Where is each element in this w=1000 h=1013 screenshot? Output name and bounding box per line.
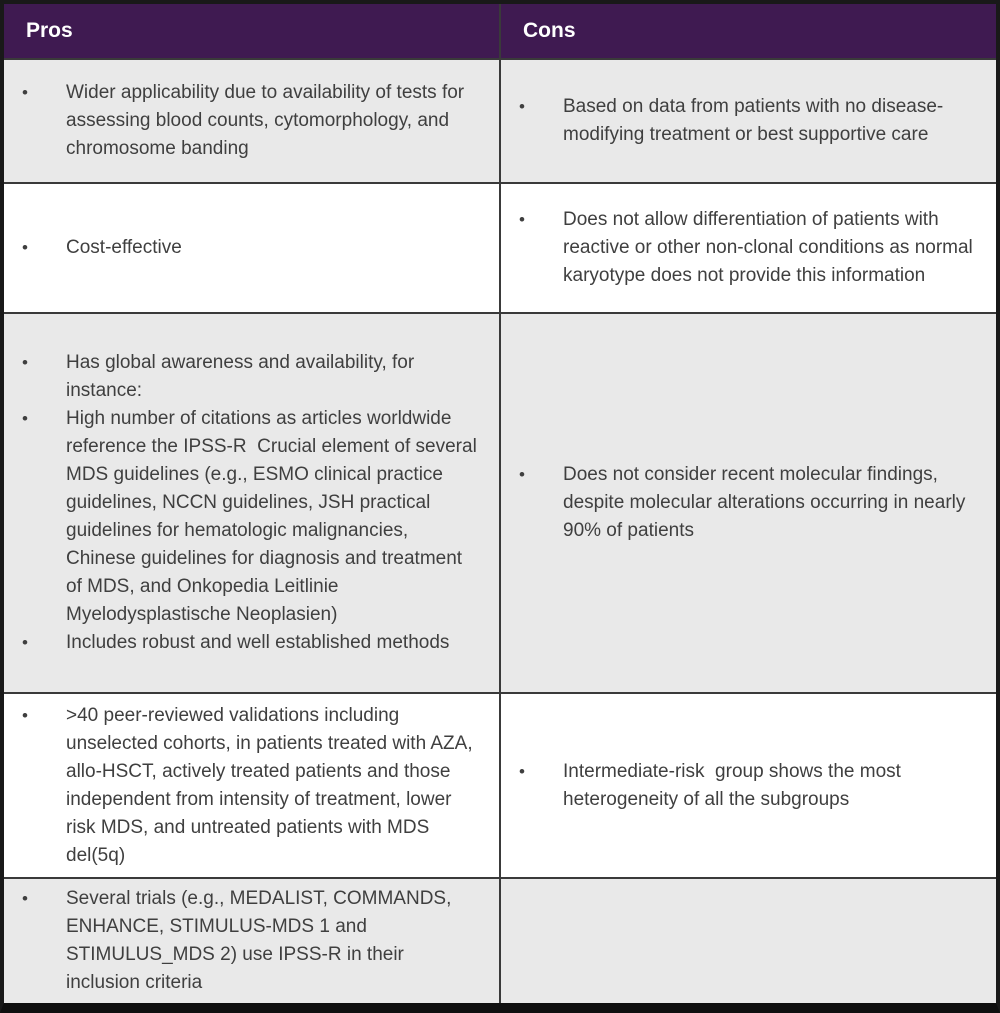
cons-cell-row-2 <box>501 184 996 312</box>
bullet-list <box>18 79 489 163</box>
bullet-glyph: • <box>519 761 525 781</box>
bullet-item <box>18 885 489 997</box>
pros-header-label: Pros <box>26 19 73 42</box>
bullet-text: Has global awareness and availability, for instance: <box>66 352 420 401</box>
bullet-list <box>515 93 986 149</box>
bullet-text: Wider applicability due to availability of tests for assessing blood counts, cytomorphology, and chromosome banding <box>66 82 470 159</box>
cons-cell-row-1 <box>501 60 996 182</box>
bullet-glyph: • <box>22 409 28 428</box>
bullet-text: Does not allow differentiation of patients with reactive or other non-clonal conditions as normal karyotype does not provide this information <box>563 209 979 286</box>
pros-cell-row-2 <box>4 184 499 312</box>
bullet-item <box>18 629 489 657</box>
bullet-text: Intermediate-risk group shows the most heterogeneity of all the subgroups <box>563 760 907 810</box>
pros-column-header <box>4 4 499 58</box>
bullet-list <box>515 461 986 545</box>
pros-cell-row-4 <box>4 694 499 877</box>
bullet-item <box>18 702 489 870</box>
bullet-item <box>18 79 489 163</box>
bullet-glyph: • <box>519 465 525 484</box>
bullet-item <box>18 405 489 629</box>
bullet-text: Includes robust and well established methods <box>66 632 450 653</box>
cons-cell-row-4 <box>501 694 996 877</box>
bullet-list <box>18 234 489 262</box>
cons-header-label: Cons <box>523 19 576 42</box>
cons-column-header <box>501 4 996 58</box>
bullet-item <box>515 461 986 545</box>
bullet-text: High number of citations as articles worldwide reference the IPSS-R Crucial element of several MDS guidelines (e.g., ESMO clinical practice guidelines, NCCN guidelines, JSH practical guidelines for hematologic malignancies, Chinese guidelines for diagnosis and treatment of MDS, and Onkopedia Leitlinie Myelodysplastische Neoplasien) <box>66 408 483 625</box>
bullet-glyph: • <box>519 97 525 116</box>
pros-cell-row-3 <box>4 314 499 692</box>
cons-cell-row-5-empty <box>501 879 996 1003</box>
bullet-list <box>515 206 986 290</box>
bullet-glyph: • <box>519 210 525 229</box>
bullet-text: Several trials (e.g., MEDALIST, COMMANDS, ENHANCE, STIMULUS-MDS 1 and STIMULUS_MDS 2) use IPSS-R in their inclusion criteria <box>66 888 457 993</box>
bullet-text: Does not consider recent molecular findings, despite molecular alterations occurring in nearly 90% of patients <box>563 464 971 541</box>
bullet-text: Based on data from patients with no disease-modifying treatment or best supportive care <box>563 96 944 145</box>
bullet-glyph: • <box>22 83 28 102</box>
bullet-glyph: • <box>22 633 28 652</box>
bullet-glyph: • <box>22 353 28 372</box>
bullet-item <box>515 758 986 814</box>
bullet-item <box>18 234 489 262</box>
bullet-list <box>18 885 489 997</box>
bullet-text: Cost-effective <box>66 237 182 258</box>
bullet-list <box>18 349 489 657</box>
pros-cell-row-1 <box>4 60 499 182</box>
bullet-item <box>515 93 986 149</box>
bullet-list <box>18 702 489 870</box>
bullet-glyph: • <box>22 889 28 908</box>
cons-cell-row-3 <box>501 314 996 692</box>
bullet-text: >40 peer-reviewed validations including unselected cohorts, in patients treated with AZA, allo-HSCT, actively treated patients and those independent from intensity of treatment, lower risk MDS, and untreated patients with MDS del(5q) <box>66 704 478 866</box>
bullet-list <box>515 758 986 814</box>
pros-cell-row-5 <box>4 879 499 1003</box>
bullet-item <box>18 349 489 405</box>
bullet-glyph: • <box>22 238 28 257</box>
bullet-glyph: • <box>22 705 28 725</box>
bullet-item <box>515 206 986 290</box>
